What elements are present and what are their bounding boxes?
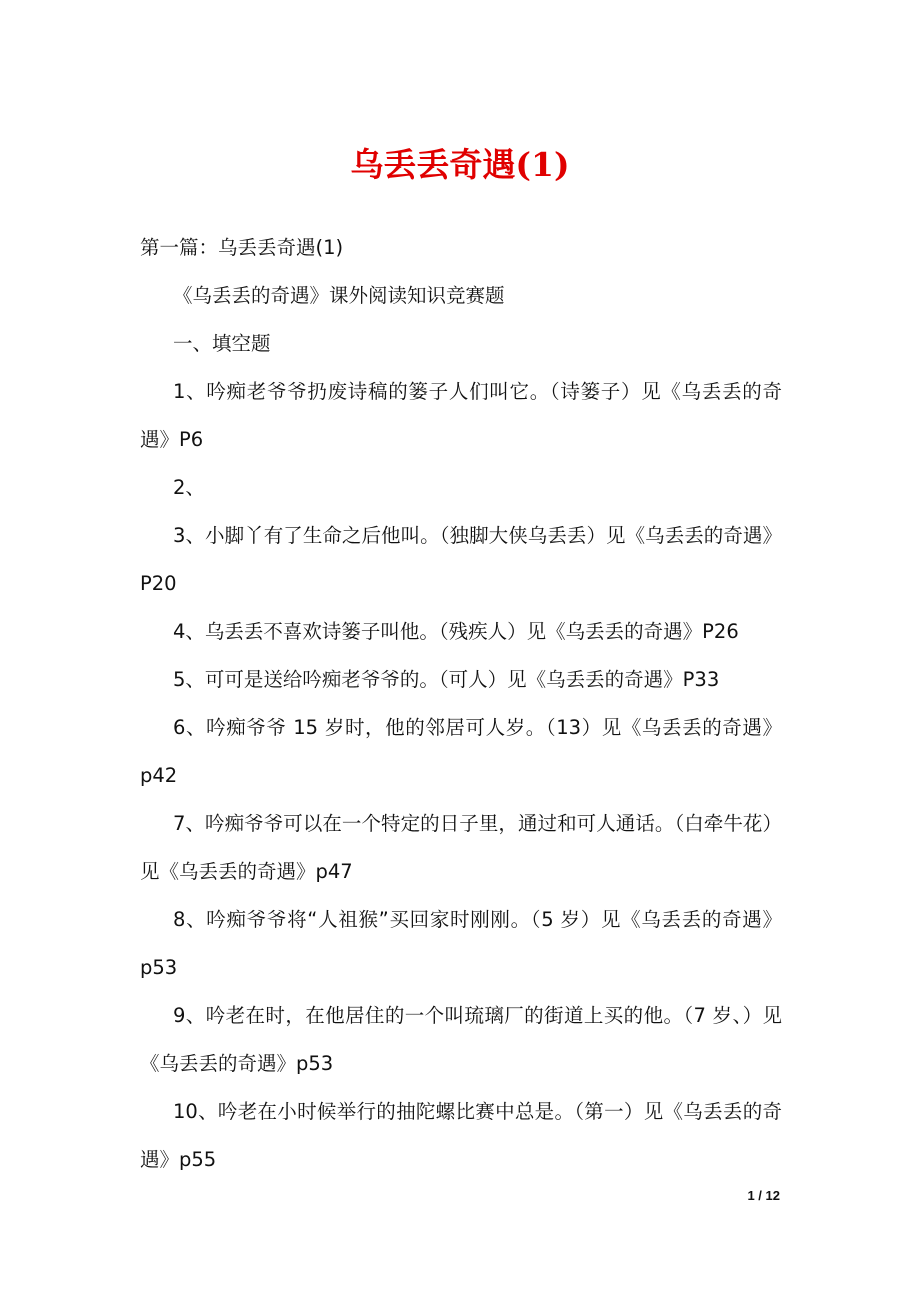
page-number: 1 / 12 bbox=[747, 1188, 780, 1203]
paragraph: 5、可可是送给吟痴老爷爷的。（可人）见《乌丢丢的奇遇》P33 bbox=[173, 668, 720, 691]
paragraph: 6、吟痴爷爷 15 岁时，他的邻居可人岁。（13）见《乌丢丢的奇遇》p42 bbox=[140, 716, 782, 787]
paragraph: 3、小脚丫有了生命之后他叫。（独脚大侠乌丢丢）见《乌丢丢的奇遇》P20 bbox=[140, 524, 782, 595]
paragraph: 7、吟痴爷爷可以在一个特定的日子里，通过和可人通话。（白牵牛花）见《乌丢丢的奇遇》p47 bbox=[140, 812, 782, 883]
document-body bbox=[140, 224, 782, 1184]
paragraph: 《乌丢丢的奇遇》课外阅读知识竞赛题 bbox=[173, 284, 505, 307]
paragraph: 1、吟痴老爷爷扔废诗稿的篓子人们叫它。（诗篓子）见《乌丢丢的奇遇》P6 bbox=[140, 380, 782, 451]
paragraph: 8、吟痴爷爷将“人祖猴”买回家时刚刚。（5 岁）见《乌丢丢的奇遇》p53 bbox=[140, 908, 782, 979]
paragraph: 4、乌丢丢不喜欢诗篓子叫他。（残疾人）见《乌丢丢的奇遇》P26 bbox=[173, 620, 739, 643]
document-title: 乌丢丢奇遇(1) bbox=[350, 145, 570, 184]
paragraph: 9、吟老在时，在他居住的一个叫琉璃厂的街道上买的他。（7 岁、）见《乌丢丢的奇遇》p53 bbox=[140, 1004, 782, 1075]
paragraph: 一、填空题 bbox=[173, 332, 271, 355]
paragraph: 10、吟老在小时候举行的抽陀螺比赛中总是。（第一）见《乌丢丢的奇遇》p55 bbox=[140, 1100, 782, 1171]
paragraph: 2、 bbox=[173, 476, 205, 499]
paragraph: 第一篇：乌丢丢奇遇(1) bbox=[140, 236, 344, 259]
